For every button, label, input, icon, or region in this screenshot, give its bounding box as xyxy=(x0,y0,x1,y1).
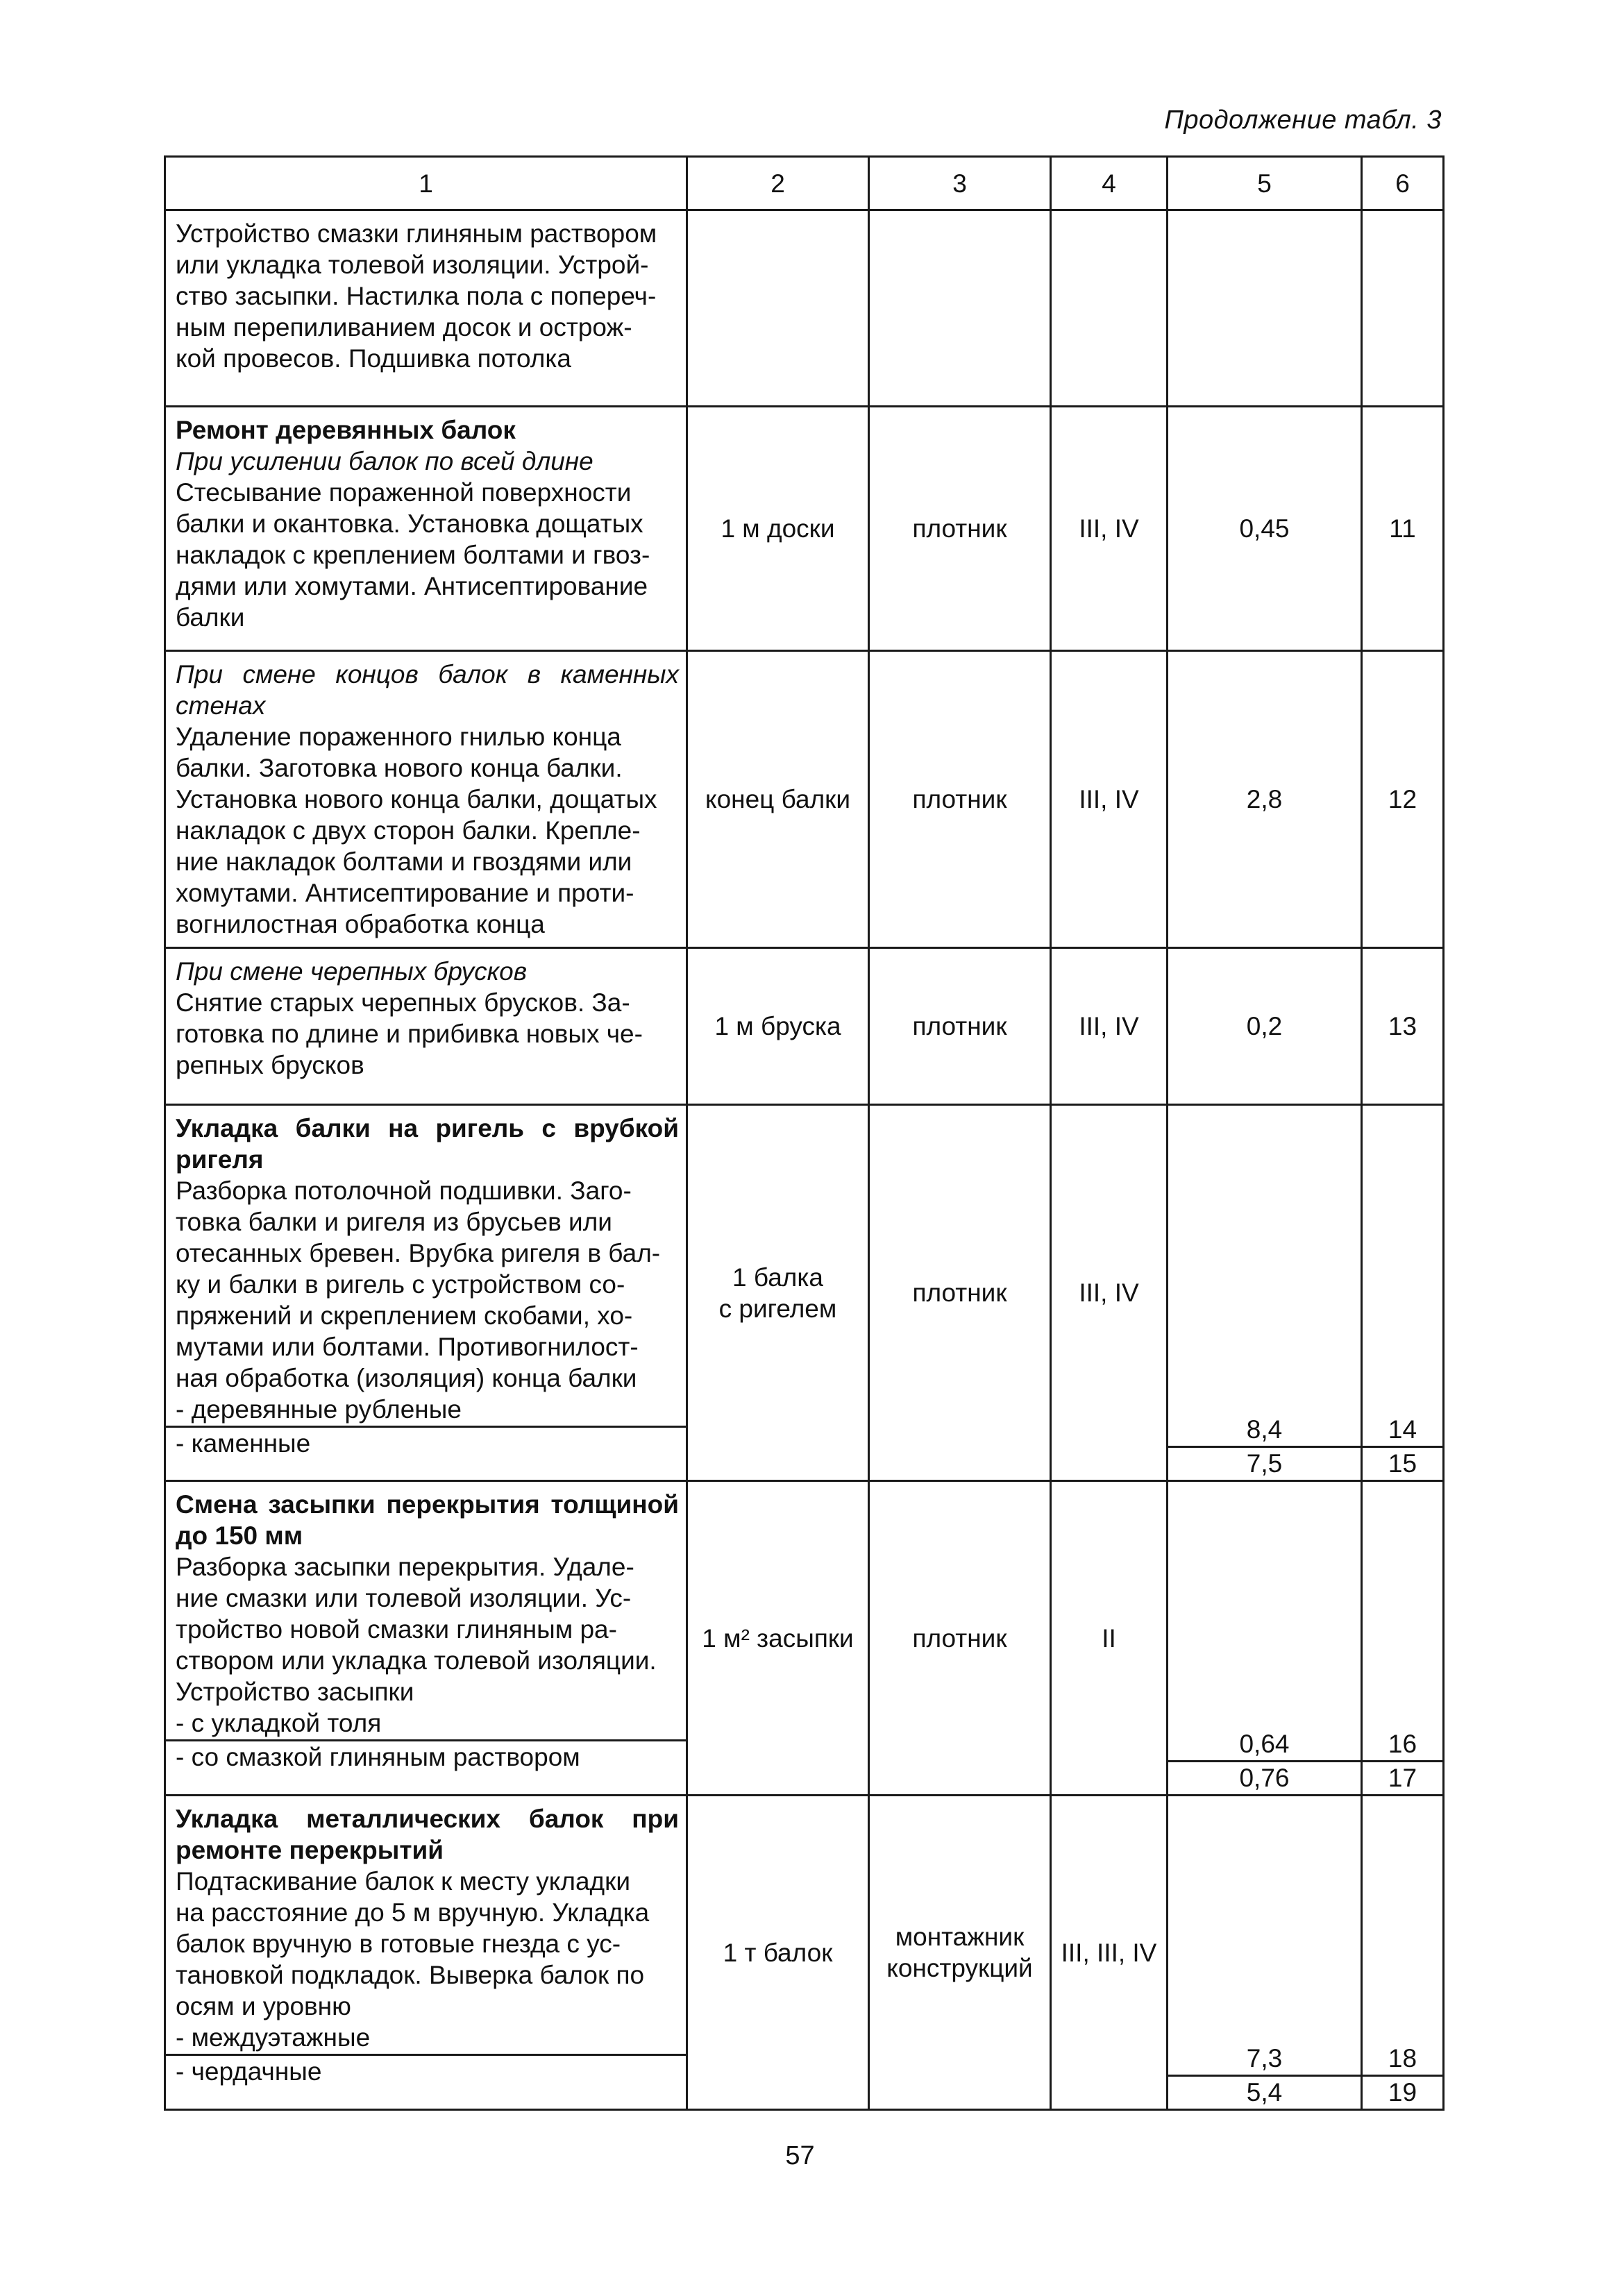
description-line: балки и окантовка. Установка дощатых xyxy=(176,509,643,538)
row-number-cell xyxy=(1362,1105,1444,1481)
description-line: Удаление пораженного гнилью конца xyxy=(176,723,621,751)
table-row xyxy=(165,1796,1444,2110)
norm-cell xyxy=(1168,1481,1362,1796)
table-caption: Продолжение табл. 3 xyxy=(1164,105,1442,135)
column-header: 1 xyxy=(165,157,687,210)
norm-value: 0,76 xyxy=(1168,1760,1361,1794)
row-number-cell xyxy=(1362,1796,1444,2110)
norm-cell: 0,2 xyxy=(1168,948,1362,1105)
description-line: осям и уровню xyxy=(176,1992,351,2020)
section-title: Укладка балки на ригель с врубкой ригеля xyxy=(176,1114,679,1174)
worker-cell: плотник xyxy=(869,1481,1051,1796)
work-description-cell xyxy=(165,1481,687,1796)
description-line: хомутами. Антисептирование и проти- xyxy=(176,879,634,907)
norm-cell: 2,8 xyxy=(1168,651,1362,948)
description-line: тройство новой смазки глиняным ра- xyxy=(176,1615,617,1644)
section-title: Ремонт деревянных балок xyxy=(176,416,516,444)
table-row xyxy=(165,1105,1444,1481)
row-number-cell xyxy=(1362,210,1444,407)
table-row xyxy=(165,407,1444,651)
row-number: 15 xyxy=(1363,1446,1442,1480)
description-line: вогнилостная обработка конца xyxy=(176,910,545,938)
work-description-cell xyxy=(165,651,687,948)
column-header: 2 xyxy=(687,157,869,210)
table-header-row xyxy=(165,157,1444,210)
unit-cell-line: с ригелем xyxy=(718,1294,837,1323)
unit-cell-line: 1 балка xyxy=(732,1263,823,1292)
description-line: дями или хомутами. Антисептирование xyxy=(176,572,648,600)
variant-label: - с укладкой толя xyxy=(176,1709,382,1737)
description-line: балок вручную в готовые гнезда с ус- xyxy=(176,1930,621,1958)
row-number: 19 xyxy=(1363,2075,1442,2109)
subsection-title: При смене концов балок в каменных стенах xyxy=(176,660,679,720)
worker-cell xyxy=(869,1796,1051,2110)
row-number: 17 xyxy=(1363,1760,1442,1794)
variant-label: - деревянные рубленые xyxy=(176,1395,462,1424)
worker-cell xyxy=(869,210,1051,407)
section-title: Смена засыпки перекрытия толщиной до 150 мм xyxy=(176,1490,679,1550)
description-line: ку и балки в ригель с устройством со- xyxy=(176,1270,625,1299)
subsection-title: При усилении балок по всей длине xyxy=(176,447,593,475)
row-number-cell: 11 xyxy=(1362,407,1444,651)
table-row xyxy=(165,948,1444,1105)
description-line: Установка нового конца балки, дощатых xyxy=(176,785,657,813)
variant-label: - со смазкой глиняным раствором xyxy=(166,1739,686,1773)
subsection-title: При смене черепных брусков xyxy=(176,957,528,986)
description-line: Снятие старых черепных брусков. За- xyxy=(176,988,630,1017)
description-line: Стесывание пораженной поверхности xyxy=(176,478,632,507)
row-number: 16 xyxy=(1388,1730,1417,1758)
grade-cell: III, III, IV xyxy=(1051,1796,1168,2110)
description-line: ство засыпки. Настилка пола с попереч- xyxy=(176,282,657,310)
unit-cell: 1 т балок xyxy=(687,1796,869,2110)
description-line: балки. Заготовка нового конца балки. xyxy=(176,754,623,782)
grade-cell: III, IV xyxy=(1051,1105,1168,1481)
table-row xyxy=(165,651,1444,948)
column-header: 5 xyxy=(1168,157,1362,210)
description-line: пряжений и скреплением скобами, хо- xyxy=(176,1301,633,1330)
row-number: 18 xyxy=(1388,2044,1417,2073)
description-line: Устройство засыпки xyxy=(176,1678,414,1706)
description-line: ным перепиливанием досок и острож- xyxy=(176,313,632,341)
norm-value: 5,4 xyxy=(1168,2075,1361,2109)
description-line: тановкой подкладок. Выверка балок по xyxy=(176,1961,645,1989)
description-line: на расстояние до 5 м вручную. Укладка xyxy=(176,1898,650,1927)
variant-label: - каменные xyxy=(166,1426,686,1460)
grade-cell: III, IV xyxy=(1051,407,1168,651)
description-line: товка балки и ригеля из брусьев или xyxy=(176,1208,612,1236)
row-number-cell xyxy=(1362,1481,1444,1796)
worker-cell: плотник xyxy=(869,948,1051,1105)
section-title: Укладка металлических балок при ремонте перекрытий xyxy=(176,1805,679,1864)
worker-cell: плотник xyxy=(869,1105,1051,1481)
grade-cell: III, IV xyxy=(1051,948,1168,1105)
worker-cell-line: монтажник xyxy=(895,1923,1025,1951)
unit-cell: конец балки xyxy=(687,651,869,948)
description-line: балки xyxy=(176,603,245,632)
grade-cell: III, IV xyxy=(1051,651,1168,948)
work-description-cell xyxy=(165,1105,687,1481)
worker-cell: плотник xyxy=(869,651,1051,948)
description-line: Устройство смазки глиняным раствором xyxy=(176,219,657,248)
work-description-cell xyxy=(165,948,687,1105)
worker-cell-line: конструкций xyxy=(886,1954,1033,1982)
worker-cell: плотник xyxy=(869,407,1051,651)
description-line: кой провесов. Подшивка потолка xyxy=(176,344,571,373)
description-line: готовка по длине и прибивка новых че- xyxy=(176,1020,643,1048)
norm-value: 8,4 xyxy=(1246,1415,1283,1444)
description-line: или укладка толевой изоляции. Устрой- xyxy=(176,251,649,279)
work-description-cell xyxy=(165,407,687,651)
column-header: 4 xyxy=(1051,157,1168,210)
description-line: Подтаскивание балок к месту укладки xyxy=(176,1867,630,1896)
description-line: створом или укладка толевой изоляции. xyxy=(176,1646,657,1675)
description-line: ная обработка (изоляция) конца балки xyxy=(176,1364,637,1392)
norm-cell: 0,45 xyxy=(1168,407,1362,651)
unit-cell xyxy=(687,1105,869,1481)
grade-cell: II xyxy=(1051,1481,1168,1796)
unit-cell xyxy=(687,210,869,407)
norms-table xyxy=(164,155,1445,2111)
table-row xyxy=(165,1481,1444,1796)
grade-cell xyxy=(1051,210,1168,407)
work-description-cell xyxy=(165,210,687,407)
norm-cell xyxy=(1168,1796,1362,2110)
variant-label: - междуэтажные xyxy=(176,2023,371,2052)
work-description-cell xyxy=(165,1796,687,2110)
norm-cell xyxy=(1168,1105,1362,1481)
norm-value: 7,3 xyxy=(1246,2044,1283,2073)
norm-cell xyxy=(1168,210,1362,407)
description-line: отесанных бревен. Врубка ригеля в бал- xyxy=(176,1239,661,1267)
variant-label: - чердачные xyxy=(166,2054,686,2088)
column-header: 6 xyxy=(1362,157,1444,210)
row-number-cell: 12 xyxy=(1362,651,1444,948)
column-header: 3 xyxy=(869,157,1051,210)
unit-cell: 1 м доски xyxy=(687,407,869,651)
description-line: ние смазки или толевой изоляции. Ус- xyxy=(176,1584,632,1612)
description-line: мутами или болтами. Противогнилост- xyxy=(176,1333,639,1361)
unit-cell: 1 м² засыпки xyxy=(687,1481,869,1796)
description-line: ние накладок болтами и гвоздями или xyxy=(176,847,632,876)
page-number: 57 xyxy=(785,2141,815,2170)
description-line: Разборка потолочной подшивки. Заго- xyxy=(176,1176,632,1205)
norm-value: 7,5 xyxy=(1168,1446,1361,1480)
description-line: накладок с двух сторон балки. Крепле- xyxy=(176,816,641,845)
description-line: репных брусков xyxy=(176,1051,364,1079)
norm-value: 0,64 xyxy=(1239,1730,1290,1758)
row-number: 14 xyxy=(1388,1415,1417,1444)
row-number-cell: 13 xyxy=(1362,948,1444,1105)
unit-cell: 1 м бруска xyxy=(687,948,869,1105)
description-line: Разборка засыпки перекрытия. Удале- xyxy=(176,1553,634,1581)
description-line: накладок с креплением болтами и гвоз- xyxy=(176,541,650,569)
table-row xyxy=(165,210,1444,407)
